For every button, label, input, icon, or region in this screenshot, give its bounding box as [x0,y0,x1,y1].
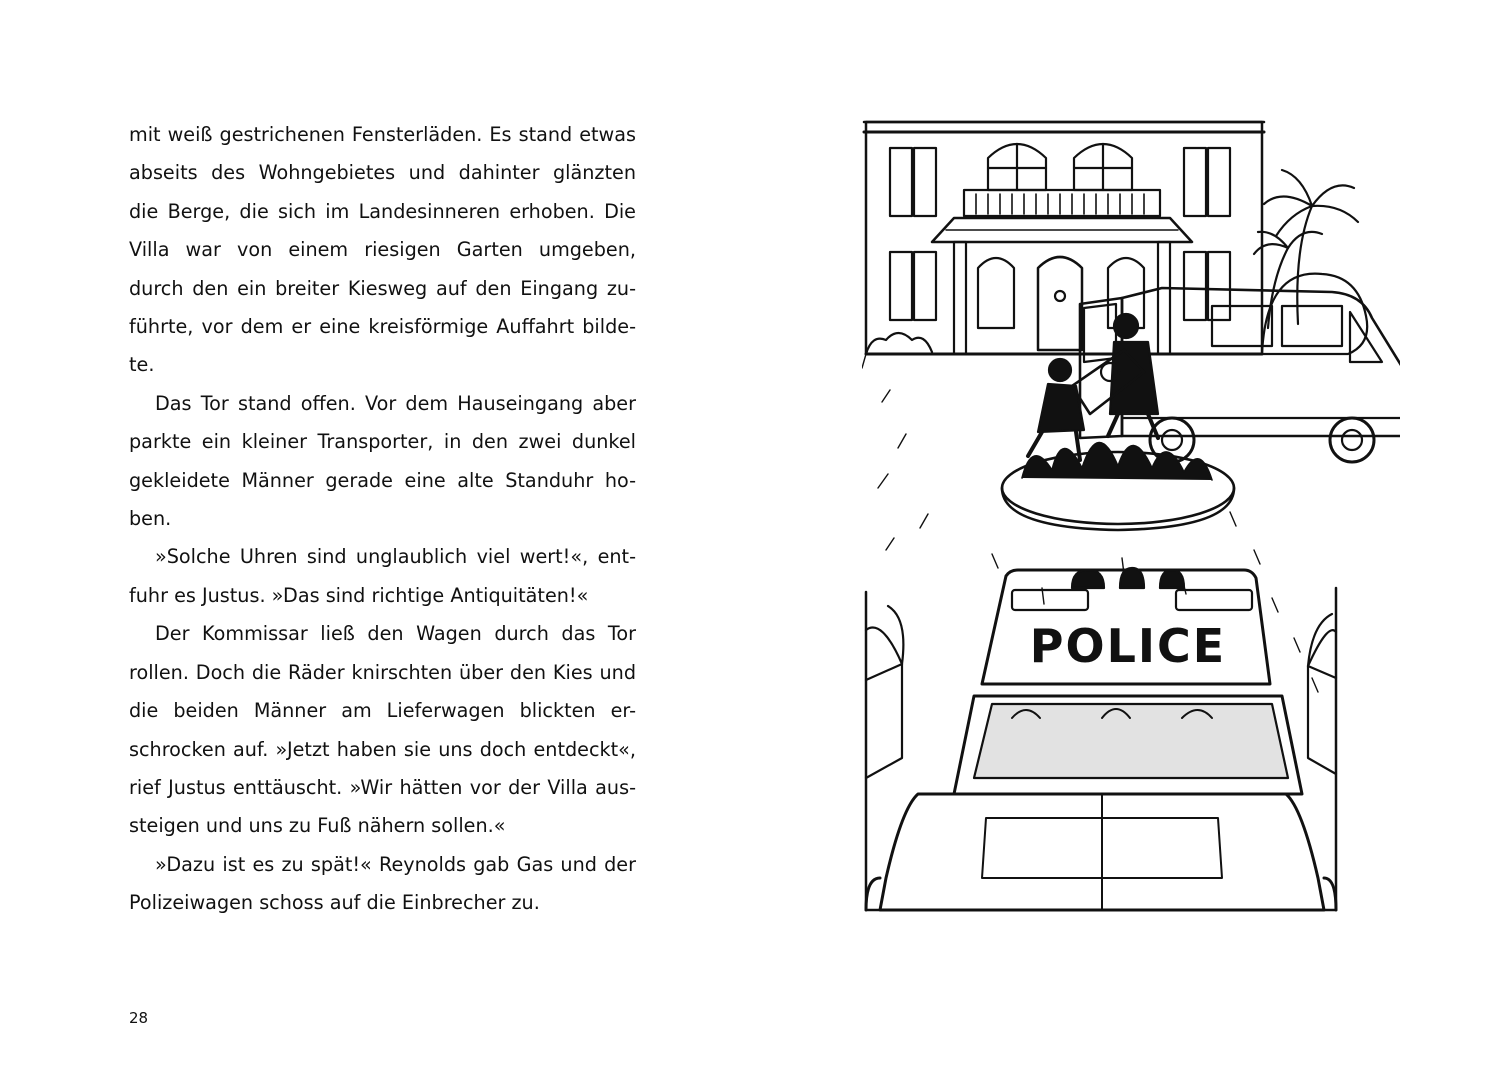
text-line: durch den ein breiter Kiesweg auf den Eingang zu- [129,276,636,300]
palm-trees [1254,170,1358,328]
text-line: die Berge, die sich im Landesinneren erhoben. Die [129,199,636,223]
text-line: schrocken auf. »Jetzt haben sie uns doch entdeckt«, [129,737,636,761]
text-line: Polizeiwagen schoss auf die Einbrecher zu. [129,891,540,915]
text-line: rollen. Doch die Räder knirschten über den Kies und [129,660,636,684]
text-line: führte, vor dem er eine kreisförmige Auffahrt bilde- [129,315,636,339]
text-line: rief Justus enttäuscht. »Wir hätten vor der Villa aus- [129,775,636,799]
text-line: ben. [129,507,172,531]
police-sign-text: POLICE [1029,619,1227,673]
text-line: »Dazu ist es zu spät!« Reynolds gab Gas und der [155,852,636,876]
text-line: Villa war von einem riesigen Garten umgeben, [129,238,636,262]
text-line: gekleidete Männer gerade eine alte Standuhr ho- [129,468,636,492]
text-line: abseits des Wohngebietes und dahinter glänzten [129,161,636,185]
shutters-lower [890,252,1230,320]
text-line: te. [129,353,155,377]
text-line: parkte ein kleiner Transporter, in den zwei dunkel [129,430,636,454]
villa-house [864,122,1264,354]
text-line: die beiden Männer am Lieferwagen blickten er- [129,699,636,723]
text-line: Das Tor stand offen. Vor dem Hauseingang aber [155,391,636,415]
text-line: fuhr es Justus. »Das sind richtige Antiquitäten!« [129,583,589,607]
text-line: »Solche Uhren sind unglaublich viel wert!«, ent- [155,545,636,569]
body-text [129,116,636,923]
text-line: Der Kommissar ließ den Wagen durch das Tor [155,622,636,646]
flower-bed [1002,442,1234,530]
bush-left [866,333,932,354]
text-line: steigen und uns zu Fuß nähern sollen.« [129,814,506,838]
villa-police-illustration [862,118,1400,915]
page-number: 28 [129,1009,149,1027]
text-line: mit weiß gestrichenen Fensterläden. Es stand etwas [129,123,636,146]
